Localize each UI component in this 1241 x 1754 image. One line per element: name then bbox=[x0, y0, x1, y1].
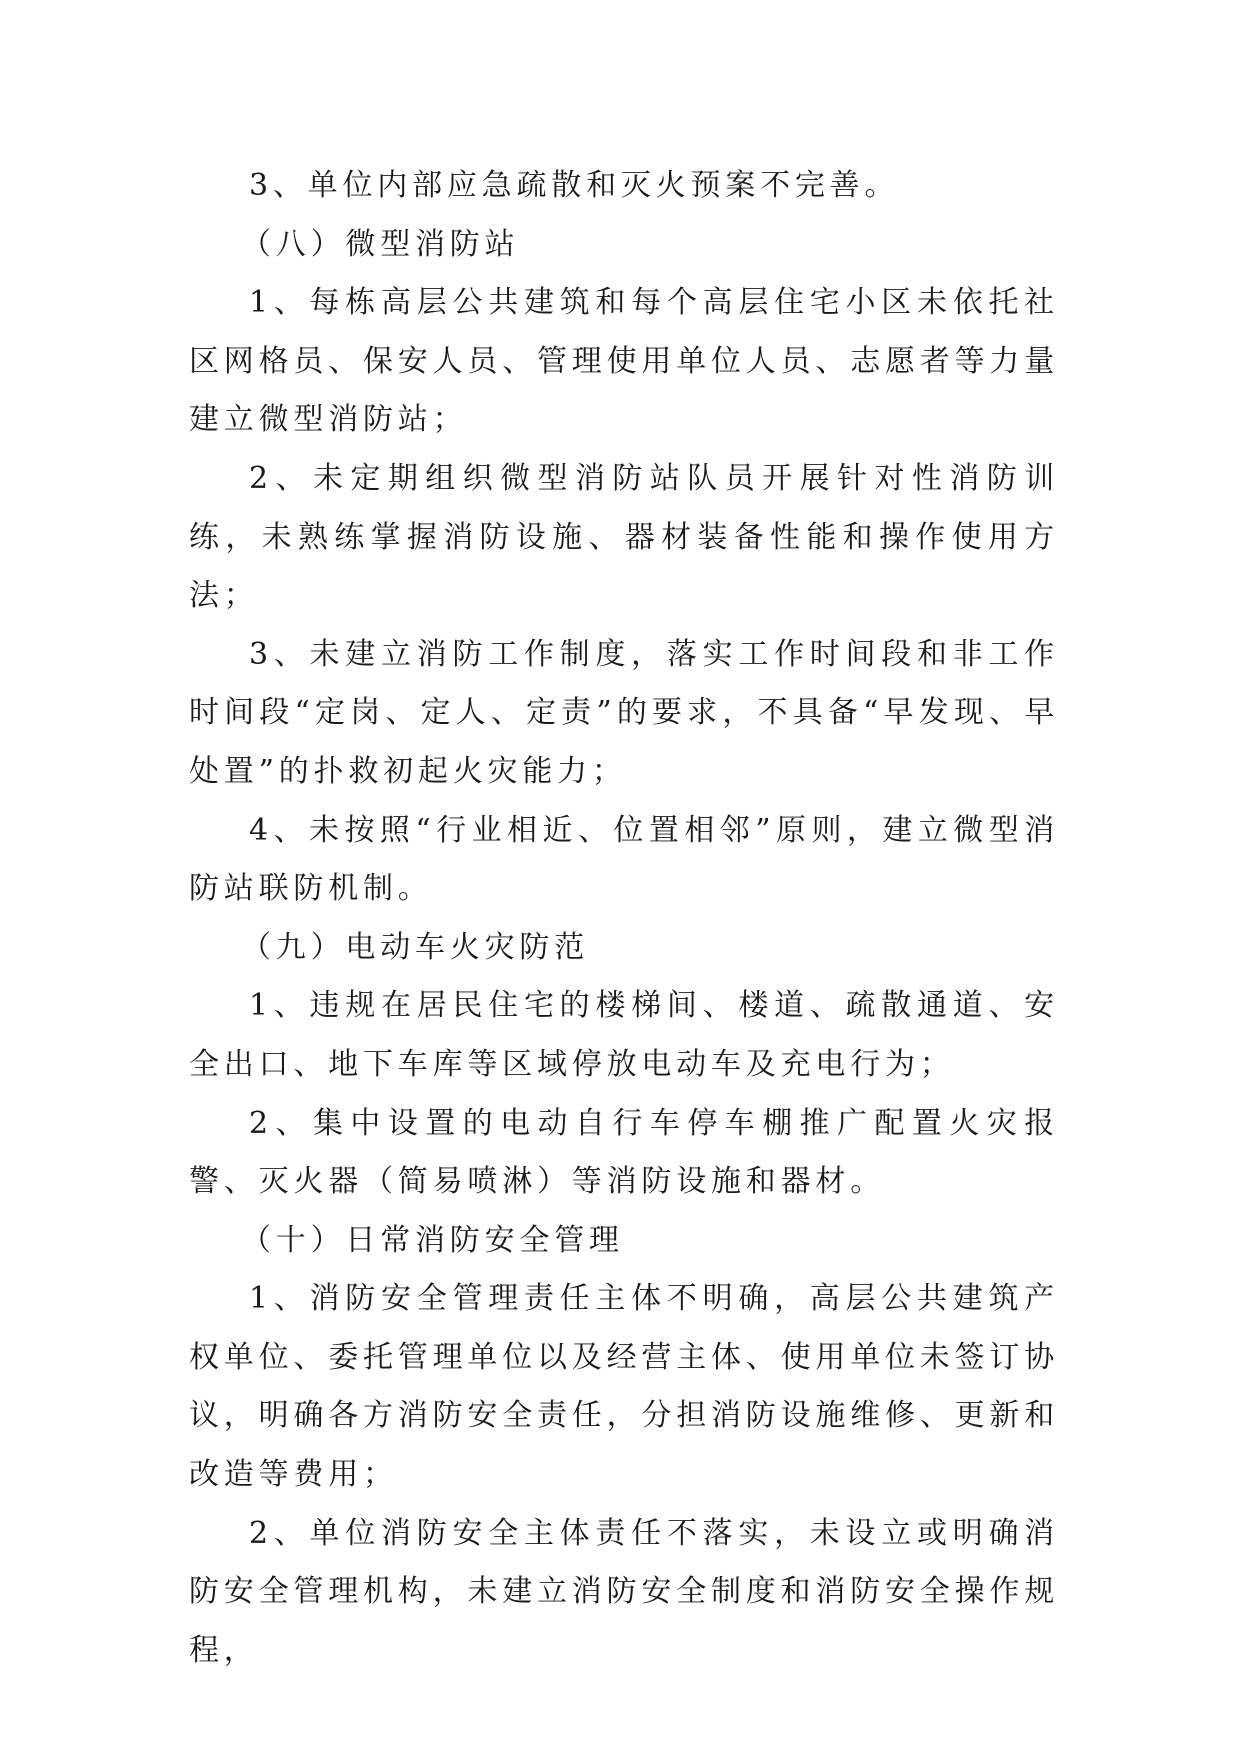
item-shed-facilities: 2、集中设置的电动自行车停车棚推广配置火灾报警、灭火器（简易喷淋）等消防设施和器材。 bbox=[189, 1105, 1059, 1200]
document-body bbox=[189, 157, 1059, 1680]
item-work-system: 3、未建立消防工作制度，落实工作时间段和非工作时间段“定岗、定人、定责”的要求，不具备“早发现、早处置”的扑救初起火灾能力； bbox=[189, 636, 1059, 789]
item-emergency-plan: 3、单位内部应急疏散和灭火预案不完善。 bbox=[249, 168, 900, 203]
section-heading-e-bike-fire: （九）电动车火灾防范 bbox=[241, 929, 589, 965]
item-joint-defense: 4、未按照“行业相近、位置相邻”原则，建立微型消防站联防机制。 bbox=[189, 812, 1059, 907]
item-training: 2、未定期组织微型消防站队员开展针对性消防训练，未熟练掌握消防设施、器材装备性能和操作使用方法； bbox=[189, 460, 1059, 614]
section-heading-micro-fire-station: （八）微型消防站 bbox=[241, 226, 520, 262]
item-responsibility-unclear: 1、消防安全管理责任主体不明确，高层公共建筑产权单位、委托管理单位以及经营主体、使用单位未签订协议，明确各方消防安全责任，分担消防设施维修、更新和改造等费用； bbox=[189, 1281, 1059, 1493]
section-heading-daily-management: （十）日常消防安全管理 bbox=[241, 1222, 624, 1258]
item-responsibility-not-implemented: 2、单位消防安全主体责任不落实，未设立或明确消防安全管理机构，未建立消防安全制度和消防安全操作规程， bbox=[189, 1515, 1059, 1668]
item-illegal-parking: 1、违规在居民住宅的楼梯间、楼道、疏散通道、安全出口、地下车库等区域停放电动车及充电行为； bbox=[189, 988, 1059, 1082]
item-establish-micro-station: 1、每栋高层公共建筑和每个高层住宅小区未依托社区网格员、保安人员、管理使用单位人员、志愿者等力量建立微型消防站； bbox=[189, 285, 1059, 438]
